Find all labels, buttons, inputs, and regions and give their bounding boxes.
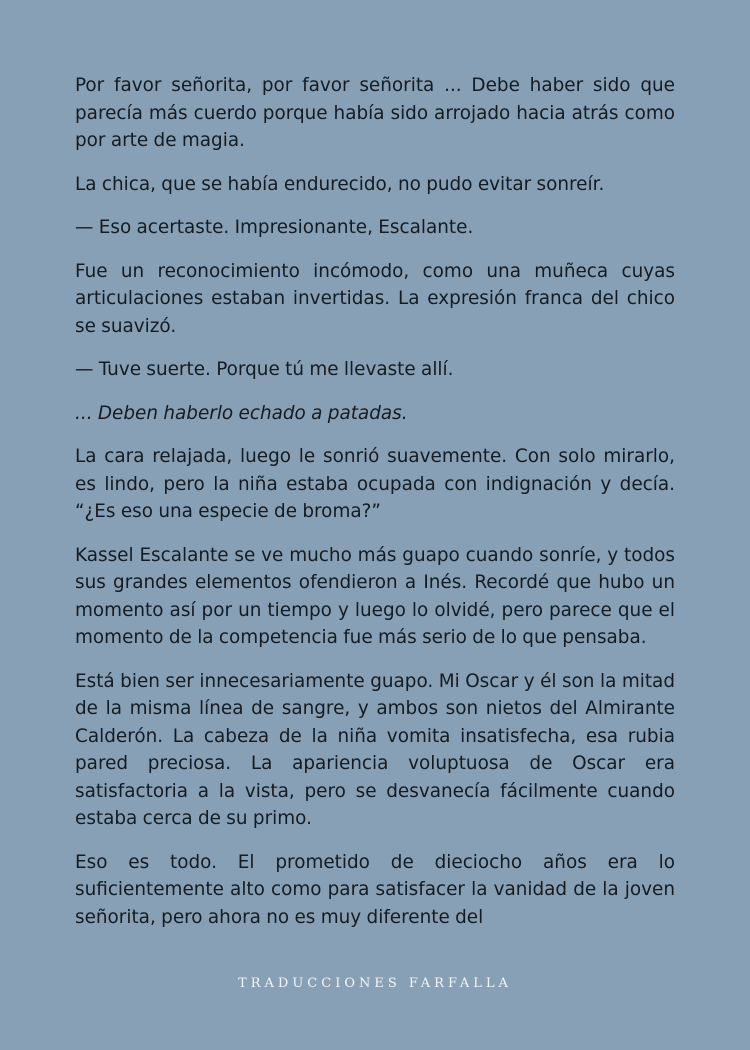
footer-credit: TRADUCCIONES FARFALLA — [238, 976, 512, 991]
paragraph-5-dialogue: — Tuve suerte. Porque tú me llevaste allí. — [75, 359, 454, 380]
paragraph-10: Eso es todo. El prometido de dieciocho años era lo suficientemente alto como para satisfacer la vanidad de la joven señorita, pero ahora no es muy diferente del — [75, 851, 675, 928]
paragraph-7: La cara relajada, luego le sonrió suavemente. Con solo mirarlo, es lindo, pero la niña estaba ocupada con indignación y decía. “¿Es eso una especie de broma?” — [75, 446, 675, 522]
paragraph-1: Por favor señorita, por favor señorita ... Debe haber sido que parecía más cuerdo porque había sido arrojado hacia atrás como por arte de magia. — [75, 75, 675, 151]
paragraph-6-thought: ... Deben haberlo echado a patadas. — [75, 402, 408, 424]
paragraph-3-dialogue: — Eso acertaste. Impresionante, Escalante. — [75, 217, 474, 238]
text-body — [75, 72, 675, 968]
paragraph-2: La chica, que se había endurecido, no pudo evitar sonreír. — [75, 173, 605, 195]
paragraph-9: Está bien ser innecesariamente guapo. Mi Oscar y él son la mitad de la misma línea de sangre, y ambos son nietos del Almirante Calderón. La cabeza de la niña vomita insatisfecha, esa rubia pared preciosa. La apariencia voluptuosa de Oscar era satisfactoria a la vista, pero se desvanecía fácilmente cuando estaba cerca de su primo. — [75, 670, 675, 829]
paragraph-4: Fue un reconocimiento incómodo, como una muñeca cuyas articulaciones estaban invertidas. La expresión franca del chico se suavizó. — [75, 260, 675, 337]
paragraph-8: Kassel Escalante se ve mucho más guapo cuando sonríe, y todos sus grandes elementos ofendieron a Inés. Recordé que hubo un momento así por un tiempo y luego lo olvidé, pero parece que el momento de la competencia fue más serio de lo que pensaba. — [75, 544, 675, 648]
